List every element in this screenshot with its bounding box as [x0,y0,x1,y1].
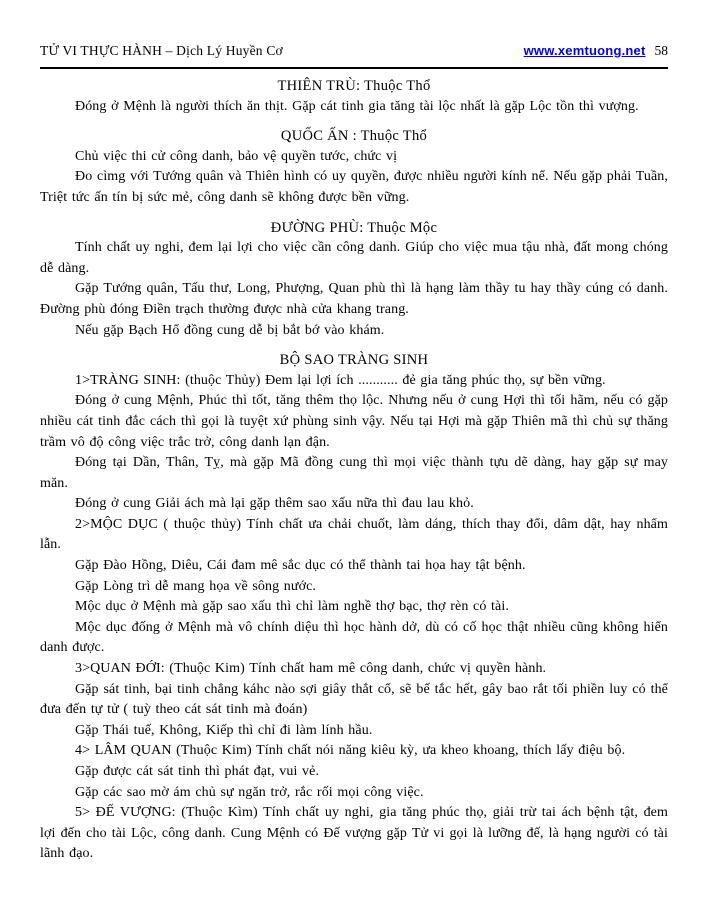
paragraph: Gặp được cát sát tinh thì phát đạt, vui vẻ. [75,764,320,779]
header-right-group [524,43,668,59]
site-link[interactable]: www.xemtuong.net [523,43,646,58]
paragraph: 3>QUAN ĐỚI: (Thuộc Kim) Tính chất ham mê công danh, chức vị quyền hành. [75,661,547,677]
section-heading: QUỐC ẤN : Thuộc Thổ [280,128,428,145]
paragraph: Mộc dục đống ở Mệnh mà vô chính diệu thì học hành dở, dù có cố học thật nhiều cũng không hiển danh được. [40,619,668,656]
paragraph: Mộc dục ở Mệnh mà gặp sao xấu thì chỉ làm nghề thợ bạc, thợ rèn có tài. [75,599,509,615]
paragraph: Đóng ở Mệnh là người thích ăn thịt. Gặp cát tinh gia tăng tài lộc nhất là gặp Lộc tồn thì vượng. [75,98,639,114]
paragraph: Chủ việc thi cử công danh, bảo vệ quyền tước, chức vị [75,148,398,164]
paragraph: Nếu gặp Bạch Hổ đồng cung dễ bị bắt bớ vào khám. [75,322,385,338]
document-title: TỬ VI THỰC HÀNH – Dịch Lý Huyền Cơ [40,43,283,58]
paragraph: 4> LÂM QUAN (Thuộc Kim) Tính chất nói năng kiêu kỳ, ưa kheo khoang, thích lấy điệu bộ. [75,743,626,759]
section-thien-tru [40,76,668,117]
paragraph: Gặp Thái tuế, Không, Kiếp thì chỉ đi làm lính hầu. [75,722,373,738]
paragraph: Đóng ở cung Mệnh, Phúc thì tốt, tăng thêm thọ lộc. Nhưng nếu ở cung Hợi thì tối hãm, nếu có gặp nhiều cát tinh đắc cách thì gọi là tuyệt xứ phùng sinh vậy. Nếu tại Hợi mà gặp Thiên mã thì chủ sự thăng trầm vô độ công việc trắc trở, công danh lạn đận. [40,393,668,450]
section-bo-sao-trang-sinh [40,350,668,865]
header-rule [40,67,668,69]
section-duong-phu [40,218,668,342]
document-body [40,76,668,865]
page-number: 58 [654,43,668,58]
page-header [40,43,668,59]
section-heading: BỘ SAO TRÀNG SINH [279,352,429,369]
paragraph: Gặp sát tinh, bại tinh chẳng káhc nào sợi giây thắt cổ, sẽ bế tắc hết, gây bao rắt tối phiền luy có thể đưa đến tự tử ( tuỳ theo cát sát tinh mà đoán) [40,681,668,718]
paragraph: 5> ĐẾ VƯỢNG: (Thuộc Kìm) Tính chất uy nghi, gia tăng phúc thọ, giải trừ tai ách bệnh tật, đem lợi đến cho tài Lộc, công danh. Cung Mệnh có Đế vượng gặp Tử vi gọi là lưỡng đế, là hạng người có tài lãnh đạo. [40,805,668,862]
paragraph: 1>TRÀNG SINH: (thuộc Thủy) Đem lại lợi ích ........... đẻ gia tăng phúc thọ, sự bền vững. [75,372,606,388]
paragraph: Đo cìmg với Tướng quân và Thiên hình có uy quyền, được nhiều người kính nể. Nếu gặp phải Tuần, Triệt tức ấn tín bị sức mẻ, công danh sẽ không được bền vững. [40,169,668,205]
paragraph: Gặp Lòng trì dễ mang họa về sông nước. [75,578,317,594]
paragraph: Gặp các sao mờ ám chủ sự ngăn trở, rắc rối mọi công việc. [75,784,424,800]
section-heading: THIÊN TRÙ: Thuộc Thổ [277,78,431,94]
section-heading: ĐƯỜNG PHÙ: Thuộc Mộc [270,219,438,236]
paragraph: Đóng ở cung Giải ách mà lại gặp thêm sao xấu nữa thì đau lau khỏ. [75,496,474,512]
paragraph: Gặp Tướng quân, Tấu thư, Long, Phượng, Quan phù thì là hạng làm thầy tu hay thầy cúng có danh. Đường phù đóng Điền trạch thường được nhà cửa khang trang. [40,281,668,317]
paragraph: 2>MỘC DỤC ( thuộc thủy) Tính chất ưa chải chuốt, làm dáng, thích thay đổi, dâm dật, hay nhẩm lẫn. [40,516,668,553]
paragraph: Đóng tại Dần, Thân, Tỵ, mà gặp Mã đồng cung thì mọi việc thành tựu dẽ dàng, hay gặp sự may măn. [40,455,668,491]
paragraph: Gặp Đào Hồng, Diêu, Cái đam mê sắc dục có thể thành tai họa hay tật bệnh. [75,558,526,574]
paragraph: Tính chất uy nghi, đem lại lợi cho việc cần công danh. Giúp cho việc mua tậu nhà, đất mong chóng dễ dàng. [40,240,668,276]
section-quoc-an [40,126,668,208]
